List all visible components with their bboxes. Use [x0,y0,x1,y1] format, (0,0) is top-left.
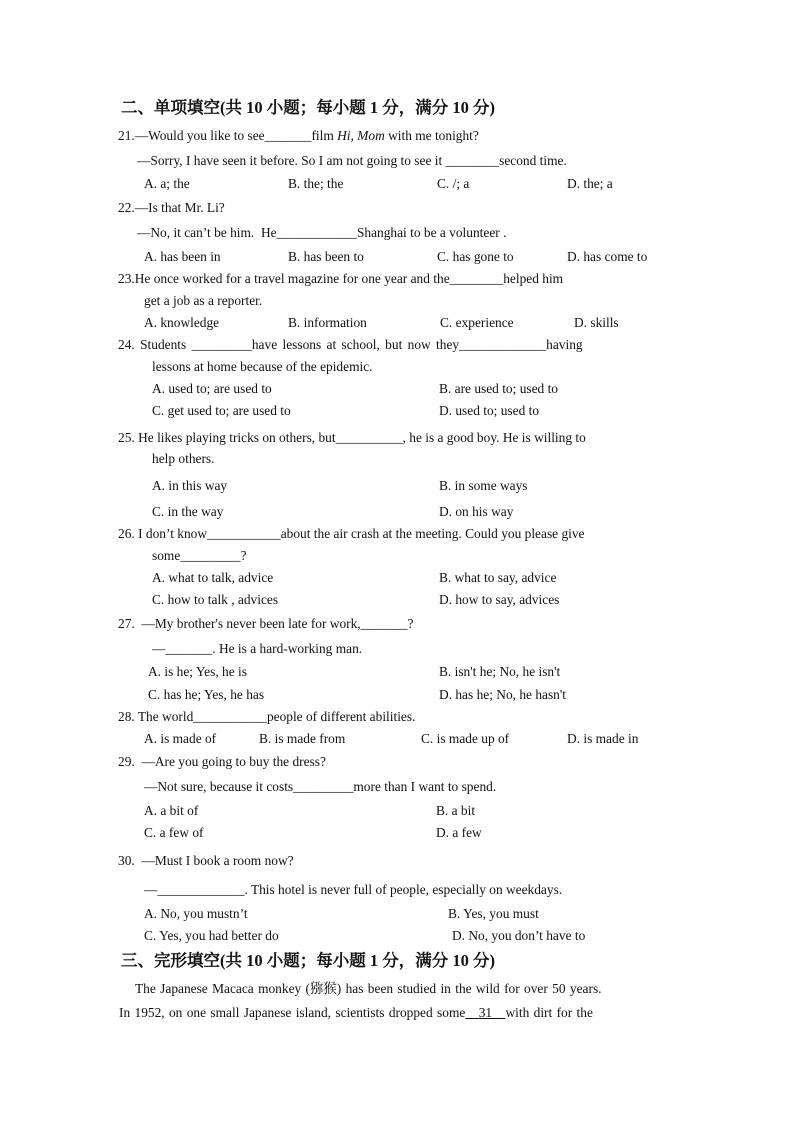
question-27-reply: —_______. He is a hard-working man. [152,641,363,656]
question-25-option-c[interactable]: C. in the way [152,504,224,519]
question-26-stem: 26. I don’t know___________about the air crash at the meeting. Could you please give [118,526,585,541]
question-30-option-a[interactable]: A. No, you mustn’t [144,906,248,921]
answer-blank: ___________ [207,526,281,541]
question-26-stem-cont: some_________? [152,548,247,563]
question-number: 21. [118,128,135,143]
question-24-option-b[interactable]: B. are used to; used to [439,381,559,396]
question-23-option-b[interactable]: B. information [288,315,367,330]
question-29-option-d[interactable]: D. a few [436,825,482,840]
answer-blank: _____________ [459,337,547,352]
question-28-option-d[interactable]: D. is made in [567,731,639,746]
question-28-option-b[interactable]: B. is made from [259,731,346,746]
question-23-option-a[interactable]: A. knowledge [144,315,220,330]
film-title: Hi, Mom [337,128,385,143]
cloze-passage-line-2: In 1952, on one small Japanese island, scientists dropped some 31 with dirt for the [119,1005,593,1020]
question-24-option-a[interactable]: A. used to; are used to [152,381,272,396]
answer-blank: _________ [191,337,252,352]
question-number: 25. [118,430,135,445]
question-26-option-c[interactable]: C. how to talk , advices [152,592,279,607]
question-30-option-d[interactable]: D. No, you don’t have to [452,928,586,943]
answer-blank: _______ [264,128,312,143]
question-29-option-b[interactable]: B. a bit [436,803,476,818]
answer-blank: _______ [165,641,213,656]
question-number: 26. [118,526,135,541]
question-number: 23. [118,271,135,286]
answer-blank: _________ [180,548,241,563]
question-number: 24. [118,337,135,352]
answer-blank: _________ [293,779,354,794]
question-23-option-c[interactable]: C. experience [440,315,514,330]
question-25-option-b[interactable]: B. in some ways [439,478,528,493]
question-30-stem: 30. —Must I book a room now? [118,853,294,868]
question-27-option-b[interactable]: B. isn't he; No, he isn't [439,664,561,679]
question-24-stem-cont: lessons at home because of the epidemic. [152,359,373,374]
question-30-reply: —_____________. This hotel is never full of people, especially on weekdays. [144,882,563,897]
question-25-stem-cont: help others. [152,451,215,466]
question-number: 22. [118,200,135,215]
question-30-option-c[interactable]: C. Yes, you had better do [144,928,279,943]
question-number: 28. [118,709,135,724]
answer-blank: _______ [360,616,408,631]
cloze-passage-line-1: The Japanese Macaca monkey (猕猴) has been studied in the wild for over 50 years. [135,981,602,996]
question-number: 29. [118,754,135,769]
question-21-option-a[interactable]: A. a; the [144,176,190,191]
question-30-option-b[interactable]: B. Yes, you must [448,906,539,921]
question-22-option-d[interactable]: D. has come to [567,249,648,264]
question-22-option-b[interactable]: B. has been to [288,249,364,264]
question-21-stem: 21.—Would you like to see_______film Hi, Mom with me tonight? [118,128,479,143]
question-29-option-a[interactable]: A. a bit of [144,803,199,818]
question-29-reply: —Not sure, because it costs_________more than I want to spend. [144,779,497,794]
question-24-stem: 24. Students _________have lessons at school, but now they_____________having [118,337,583,352]
answer-blank: _____________ [157,882,245,897]
question-22-reply: —No, it can’t be him. He____________Shanghai to be a volunteer . [137,225,507,240]
question-22-stem: 22.—Is that Mr. Li? [118,200,225,215]
answer-blank: ____________ [276,225,357,240]
section-heading-single-choice: 二、单项填空(共 10 小题；每小题 1 分，满分 10 分) [121,98,495,117]
question-27-stem: 27. —My brother's never been late for work,_______? [118,616,414,631]
question-21-reply: —Sorry, I have seen it before. So I am not going to see it ________second time. [137,153,567,168]
question-25-option-a[interactable]: A. in this way [152,478,228,493]
question-24-option-c[interactable]: C. get used to; are used to [152,403,291,418]
question-21-option-c[interactable]: C. /; a [437,176,470,191]
question-28-option-a[interactable]: A. is made of [144,731,217,746]
question-28-option-c[interactable]: C. is made up of [421,731,510,746]
question-28-stem: 28. The world___________people of different abilities. [118,709,416,724]
question-21-option-d[interactable]: D. the; a [567,176,613,191]
question-number: 27. [118,616,135,631]
answer-blank: ________ [449,271,504,286]
question-27-option-c[interactable]: C. has he; Yes, he has [148,687,265,702]
question-27-option-d[interactable]: D. has he; No, he hasn't [439,687,566,702]
question-number: 30. [118,853,135,868]
cloze-blank-31: 31 [478,1005,493,1020]
question-26-option-b[interactable]: B. what to say, advice [439,570,557,585]
question-23-option-d[interactable]: D. skills [574,315,619,330]
question-24-option-d[interactable]: D. used to; used to [439,403,540,418]
question-26-option-d[interactable]: D. how to say, advices [439,592,560,607]
question-25-stem: 25. He likes playing tricks on others, but__________, he is a good boy. He is willing to [118,430,586,445]
question-27-option-a[interactable]: A. is he; Yes, he is [148,664,247,679]
answer-blank: ________ [445,153,500,168]
question-22-option-c[interactable]: C. has gone to [437,249,514,264]
question-23-stem-cont: get a job as a reporter. [144,293,263,308]
question-29-stem: 29. —Are you going to buy the dress? [118,754,326,769]
question-23-stem: 23.He once worked for a travel magazine for one year and the________helped him [118,271,564,286]
answer-blank: __________ [335,430,403,445]
question-22-option-a[interactable]: A. has been in [144,249,221,264]
question-21-option-b[interactable]: B. the; the [288,176,344,191]
section-heading-cloze: 三、完形填空(共 10 小题；每小题 1 分，满分 10 分) [121,951,495,970]
question-29-option-c[interactable]: C. a few of [144,825,204,840]
question-26-option-a[interactable]: A. what to talk, advice [152,570,274,585]
answer-blank: ___________ [193,709,267,724]
question-25-option-d[interactable]: D. on his way [439,504,514,519]
